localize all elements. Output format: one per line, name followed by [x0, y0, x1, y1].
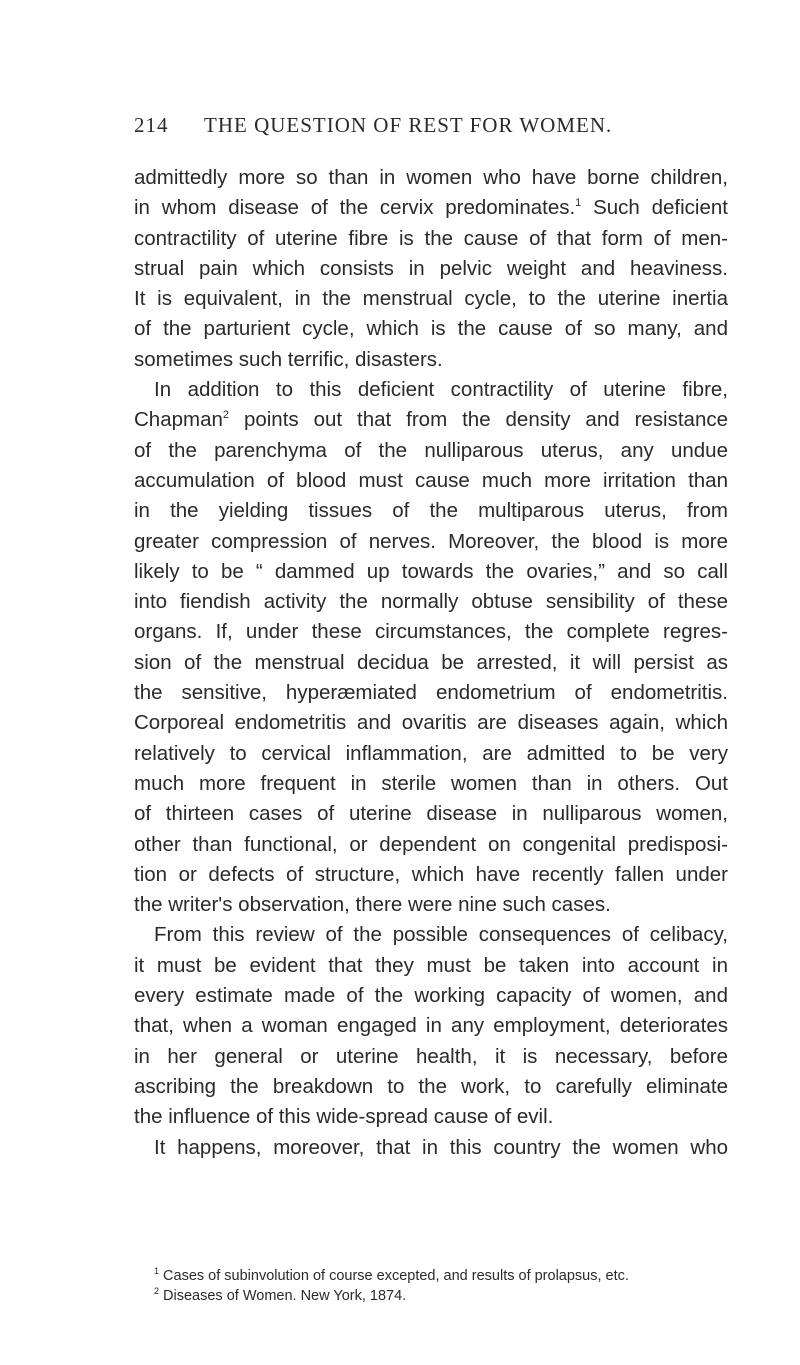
footnote-number: 2 — [154, 1286, 160, 1296]
text-line: other than functional, or dependent on congenital predisposi- — [134, 832, 728, 856]
text-line: in whom disease of the cervix predominates.$^1$ Such deficient — [134, 196, 728, 220]
text-line: From this review of the possible consequences of celibacy, — [154, 923, 728, 947]
text-line: relatively to cervical inflammation, are admitted to be very — [134, 741, 728, 765]
text-line: of thirteen cases of uterine disease in nulliparous women, — [134, 802, 728, 826]
footnote-marker: 1 — [575, 197, 582, 210]
text-line: that, when a woman engaged in any employment, deteriorates — [134, 1014, 728, 1038]
text-line: of the parenchyma of the nulliparous uterus, any undue — [134, 438, 728, 462]
text-line: it must be evident that they must be taken into account in — [134, 953, 728, 977]
text-line: likely to be “ dammed up towards the ovaries,” and so call — [134, 559, 728, 583]
text-line: every estimate made of the working capacity of women, and — [134, 984, 728, 1008]
footnotes — [134, 1266, 728, 1306]
footnote-number: 1 — [154, 1266, 160, 1276]
footnote-text: Diseases of Women. New York, 1874. — [159, 1288, 407, 1304]
text-line: ascribing the breakdown to the work, to carefully eliminate — [134, 1074, 728, 1098]
text-line: much more frequent in sterile women than in others. Out — [134, 771, 728, 795]
text-line: It happens, moreover, that in this country the women who — [154, 1135, 728, 1159]
text-line: of the parturient cycle, which is the cause of so many, and — [134, 317, 728, 341]
footnote — [134, 1286, 728, 1306]
text-line: the sensitive, hyperæmiated endometrium of endometritis. — [134, 681, 728, 705]
body-text — [134, 163, 728, 1163]
footnote-marker: 2 — [222, 409, 230, 422]
text-line: It is equivalent, in the menstrual cycle, to the uterine inertia — [134, 287, 728, 311]
text-line: sion of the menstrual decidua be arrested, it will persist as — [134, 650, 728, 674]
text-line: the writer's observation, there were nine such cases. — [134, 893, 611, 917]
text-line: into fiendish activity the normally obtuse sensibility of these — [134, 590, 728, 614]
text-line: the influence of this wide-spread cause of evil. — [134, 1105, 554, 1129]
text-line: Chapman$^2$ points out that from the density and resistance — [134, 408, 728, 432]
footnote — [134, 1266, 728, 1286]
text-line: admittedly more so than in women who have borne children, — [134, 166, 728, 189]
text-line: tion or defects of structure, which have recently fallen under — [134, 862, 728, 886]
running-title: THE QUESTION OF REST FOR WOMEN. — [204, 113, 613, 137]
text-line: sometimes such terrific, disasters. — [134, 347, 443, 371]
text-line: greater compression of nerves. Moreover, the blood is more — [134, 529, 728, 553]
text-line: accumulation of blood must cause much more irritation than — [134, 468, 728, 492]
text-line: organs. If, under these circumstances, the complete regres- — [134, 620, 728, 644]
text-line: In addition to this deficient contractility of uterine fibre, — [154, 378, 728, 402]
footnote-text: Cases of subinvolution of course excepted, and results of prolapsus, etc. — [159, 1268, 629, 1284]
text-line: in the yielding tissues of the multiparous uterus, from — [134, 499, 728, 523]
page-number: 214 — [134, 113, 169, 137]
text-line: Corporeal endometritis and ovaritis are diseases again, which — [134, 711, 728, 735]
text-line: strual pain which consists in pelvic weight and heaviness. — [134, 256, 728, 280]
text-line: contractility of uterine fibre is the cause of that form of men- — [134, 226, 728, 250]
text-line: in her general or uterine health, it is necessary, before — [134, 1044, 728, 1068]
